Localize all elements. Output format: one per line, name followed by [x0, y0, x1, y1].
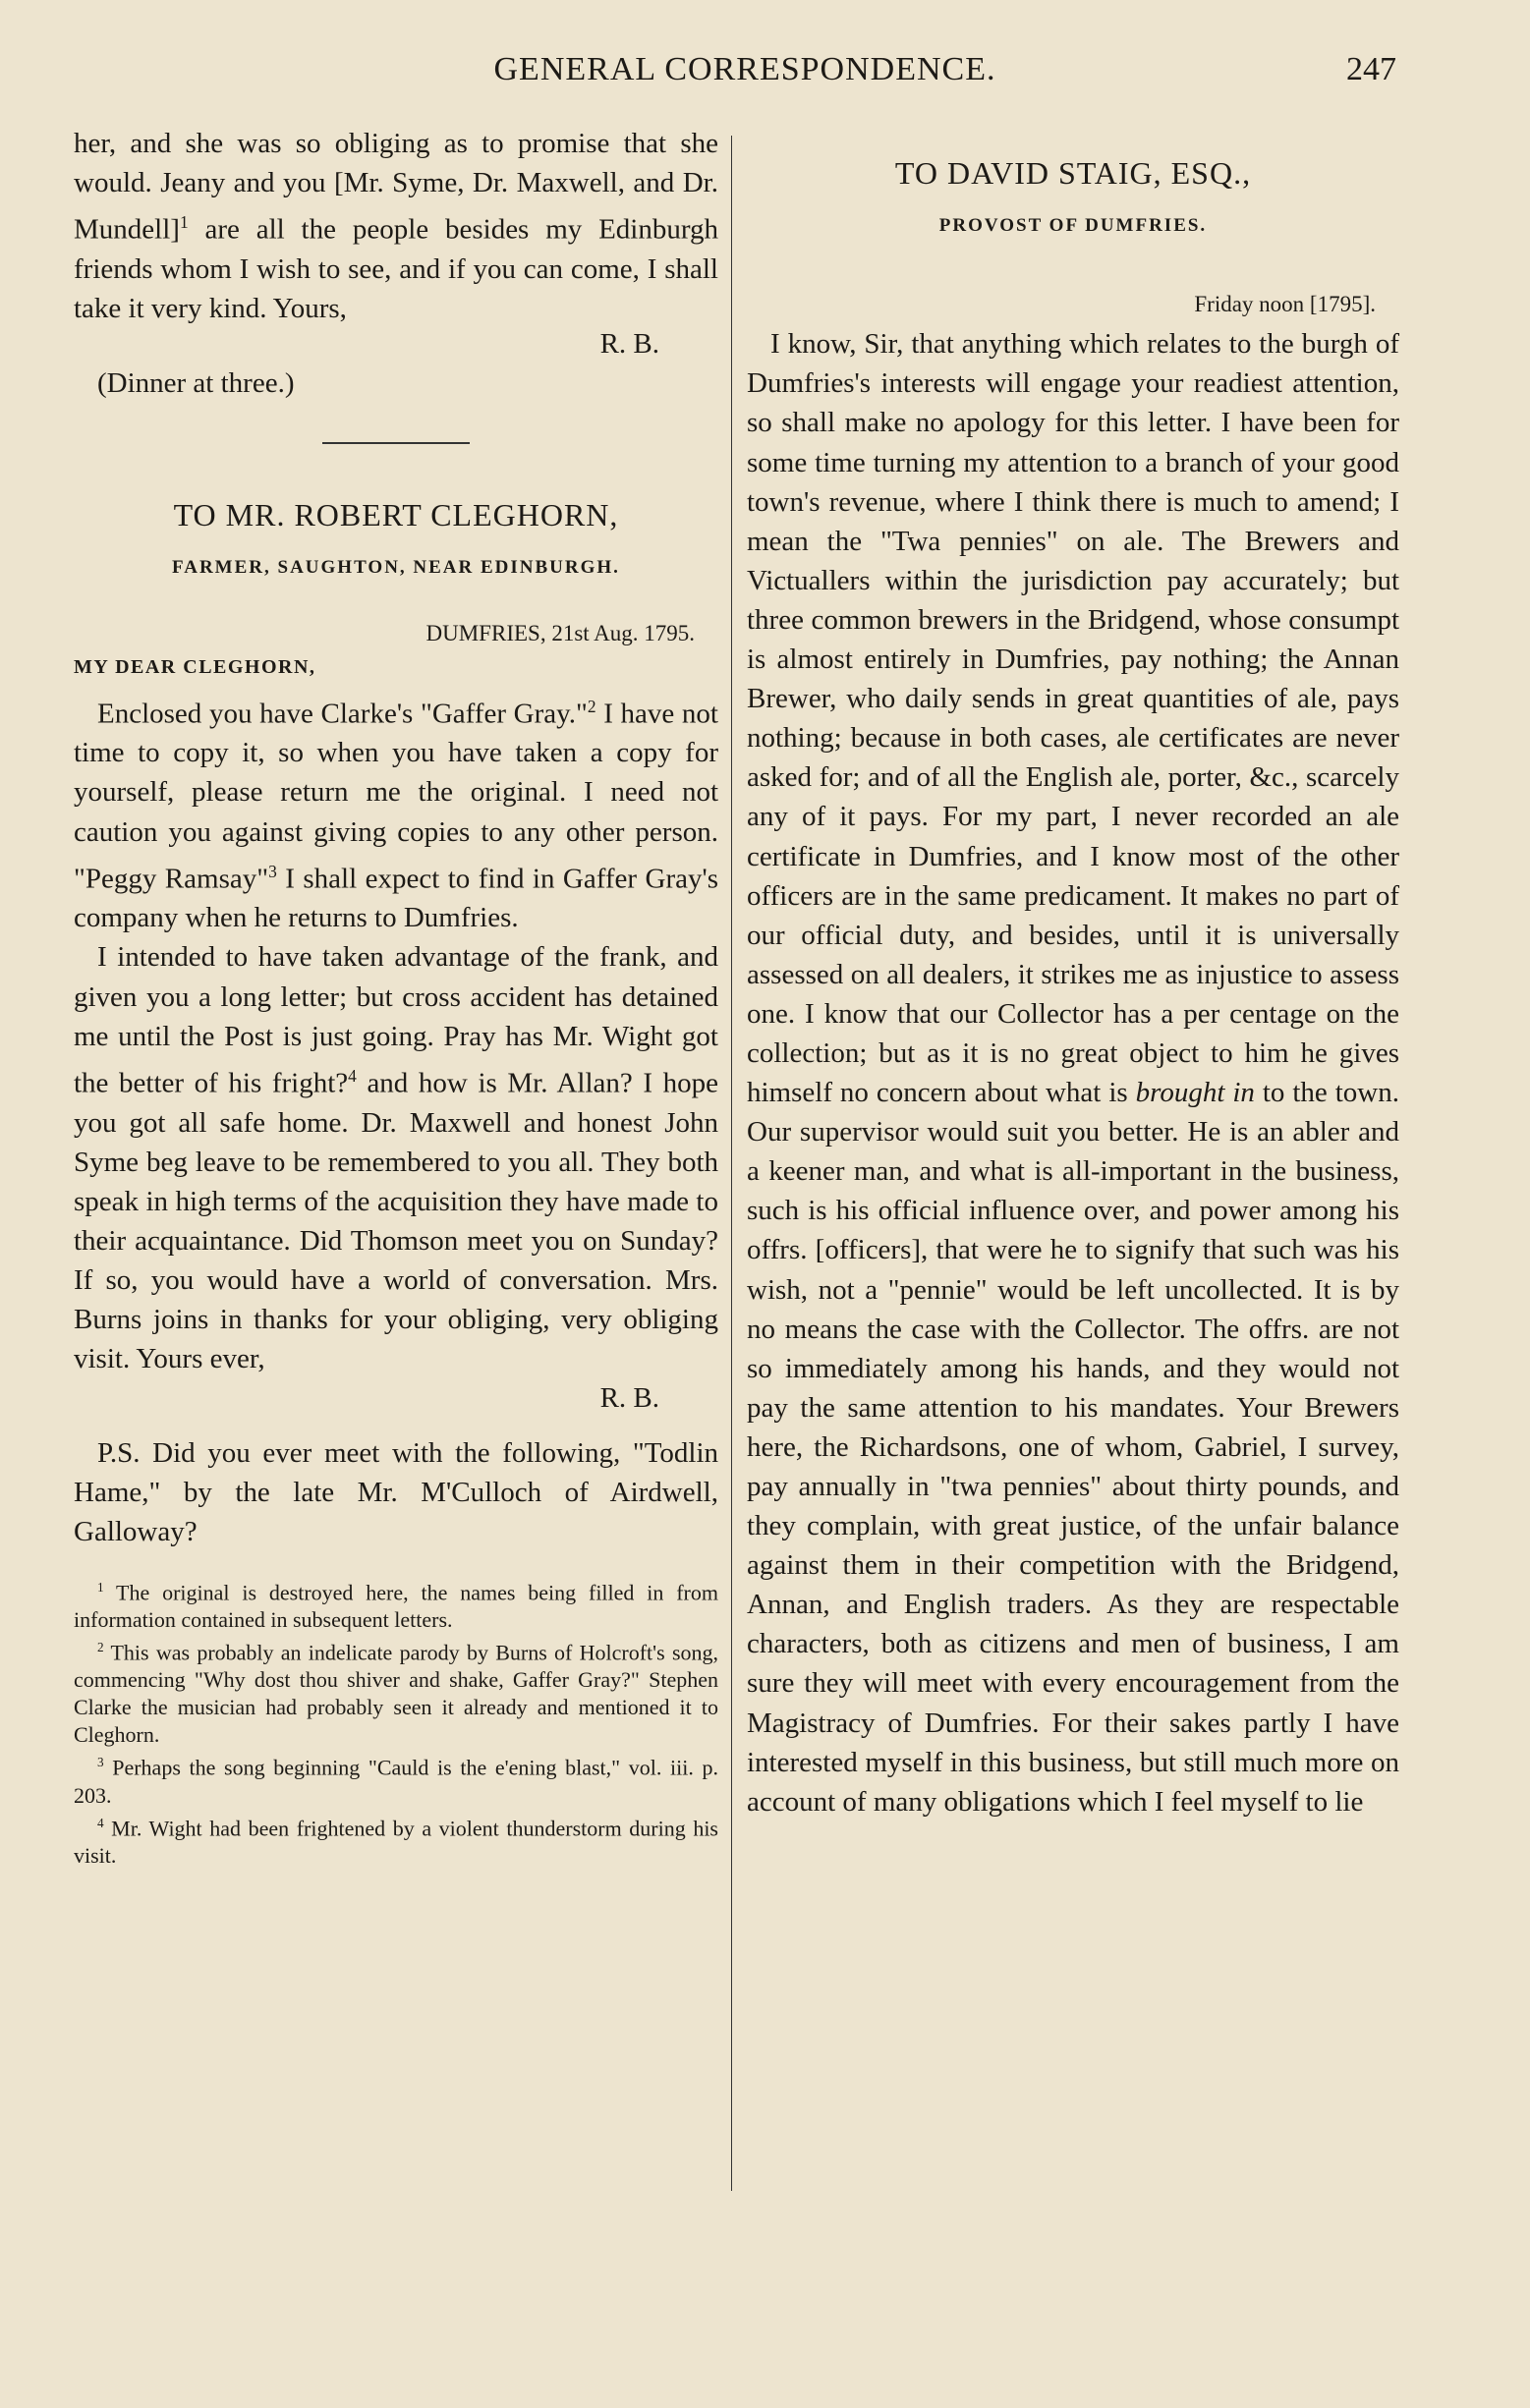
para1-text-b: I have not time to copy it, so when you have taken a copy for yourself, please return me the original. I need not caution you against giving copies to any other person. "Peggy Ramsay"	[74, 698, 718, 895]
cleghorn-paragraph-2	[74, 937, 718, 1378]
cleghorn-letter-subheading: FARMER, SAUGHTON, NEAR EDINBURGH.	[172, 557, 620, 579]
footnote-3	[74, 1749, 718, 1809]
para1-text-a: Enclosed you have Clarke's "Gaffer Gray."	[97, 698, 588, 730]
footnote-ref-1: 1	[179, 212, 189, 233]
cleghorn-dateline: DUMFRIES, 21st Aug. 1795.	[425, 620, 695, 645]
continuation-text-2: are all the people besides my Edinburgh friends whom I wish to see, and if you can come, I shall take it very kind. Yours,	[74, 213, 718, 325]
postscript: P.S. Did you ever meet with the following, "Todlin Hame," by the late Mr. M'Culloch of Airdwell, Galloway?	[74, 1437, 718, 1548]
para2-text-a: I intended to have taken advantage of the frank, and given you a long letter; but cross accident has detained me until the Post is just going. Pray has Mr. Wight got the better of his fright?	[74, 941, 718, 1099]
footnotes	[74, 1574, 718, 1870]
staig-body-emphasis: brought in	[1135, 1077, 1255, 1109]
running-head: GENERAL CORRESPONDENCE.	[493, 51, 996, 87]
footnote-text: Mr. Wight had been frightened by a violent thunderstorm during his visit.	[74, 1815, 718, 1868]
staig-body-text-b: to the town. Our supervisor would suit you better. He is an abler and a keener man, and what is all-important in the business, such is his official influence over, and power among his offrs. [officers], that were he to signify that such was his wish, not a "pennie" would be left uncollected. It is by no means the case with the Collector. The offrs. are not so immediately among his hands, and they would not pay the same attention to his mandates. Your Brewers here, the Richardsons, one of whom, Gabriel, I survey, pay annually in "twa pennies" about thirty pounds, and they complain, with great justice, of the unfair balance against them in their competition with the Bridgend, Annan, and English traders. As they are respectable characters, both as citizens and men of business, I am sure they will meet with every encouragement from the Magistracy of Dumfries. For their sakes partly I have interested myself in this business, but still much more on account of many obligations which I feel myself to lie	[747, 1077, 1399, 1818]
footnote-text: The original is destroyed here, the names being filled in from information contained in subsequent letters.	[74, 1579, 718, 1632]
continuation-paragraph	[74, 124, 718, 328]
footnote-text: Perhaps the song beginning "Cauld is the e'ening blast," vol. iii. p. 203.	[74, 1755, 718, 1808]
staig-body-text-a: I know, Sir, that anything which relates to the burgh of Dumfries's interests will engage your readiest attention, so shall make no apology for this letter. I have been for some time turning my attention to a branch of your good town's revenue, where I think there is much to amend; I mean the "Twa pennies" on ale. The Brewers and Victuallers within the jurisdiction pay accurately; but three common brewers in the Bridgend, whose consumpt is almost entirely in Dumfries, pay nothing; the Annan Brewer, who daily sends in great quantities of ale, pays nothing; because in both cases, ale certificates are never asked for; and of all the English ale, porter, &c., scarcely any of it pays. For my part, I never recorded an ale certificate in Dumfries, and I know most of the other officers are in the same predicament. It makes no part of our official duty, and besides, until it is universally assessed on all dealers, it strikes me as injustice to assess one. I know that our Collector has a per centage on the collection; but as it is no great object to him he gives himself no concern about what is	[747, 328, 1399, 1109]
right-column	[747, 124, 1399, 1821]
para1-text-c: I shall expect to find in Gaffer Gray's company when he returns to Dumfries.	[74, 863, 719, 934]
footnote-ref-4: 4	[348, 1065, 357, 1086]
left-column	[74, 124, 718, 1870]
footnote-mark: 2	[97, 1639, 104, 1654]
para2-text-b: and how is Mr. Allan? I hope you got all safe home. Dr. Maxwell and honest John Syme beg leave to be remembered to you all. They both speak in high terms of the acquisition they have made to their acquaintance. Did Thomson meet you on Sunday? If so, you would have a world of conversation. Mrs. Burns joins in thanks for your obliging, very obliging visit. Yours ever,	[74, 1067, 718, 1375]
signature-rb-1: R. B.	[599, 328, 659, 361]
footnote-4	[74, 1810, 718, 1870]
page-number: 247	[1346, 51, 1396, 87]
column-divider	[731, 136, 732, 2191]
footnote-ref-2: 2	[587, 696, 596, 716]
continuation-text-1: her, and she was so obliging as to promise that she would. Jeany and you [Mr. Syme, Dr. Maxwell, and Dr. Mundell]	[74, 128, 718, 246]
staig-letter-heading: TO DAVID STAIG, ESQ.,	[894, 155, 1252, 191]
staig-letter-body	[747, 324, 1399, 1821]
footnote-mark: 4	[97, 1815, 104, 1830]
cleghorn-salutation: MY DEAR CLEGHORN,	[74, 655, 316, 678]
staig-dateline: Friday noon [1795].	[1194, 292, 1376, 317]
footnote-ref-3: 3	[268, 861, 277, 881]
cleghorn-letter-heading: TO MR. ROBERT CLEGHORN,	[173, 497, 619, 533]
staig-letter-subheading: PROVOST OF DUMFRIES.	[938, 215, 1208, 237]
footnote-1	[74, 1574, 718, 1634]
footnote-2	[74, 1634, 718, 1749]
dinner-note: (Dinner at three.)	[97, 367, 295, 400]
footnote-text: This was probably an indelicate parody by Burns of Holcroft's song, commencing "Why dost thou shiver and shake, Gaffer Gray?" Stephen Clarke the musician had probably seen it already and mentioned it to Cleghorn.	[74, 1640, 718, 1748]
signature-rb-2: R. B.	[599, 1382, 659, 1415]
footnote-mark: 3	[97, 1755, 104, 1770]
footnote-mark: 1	[97, 1579, 104, 1595]
cleghorn-paragraph-1	[74, 687, 718, 938]
